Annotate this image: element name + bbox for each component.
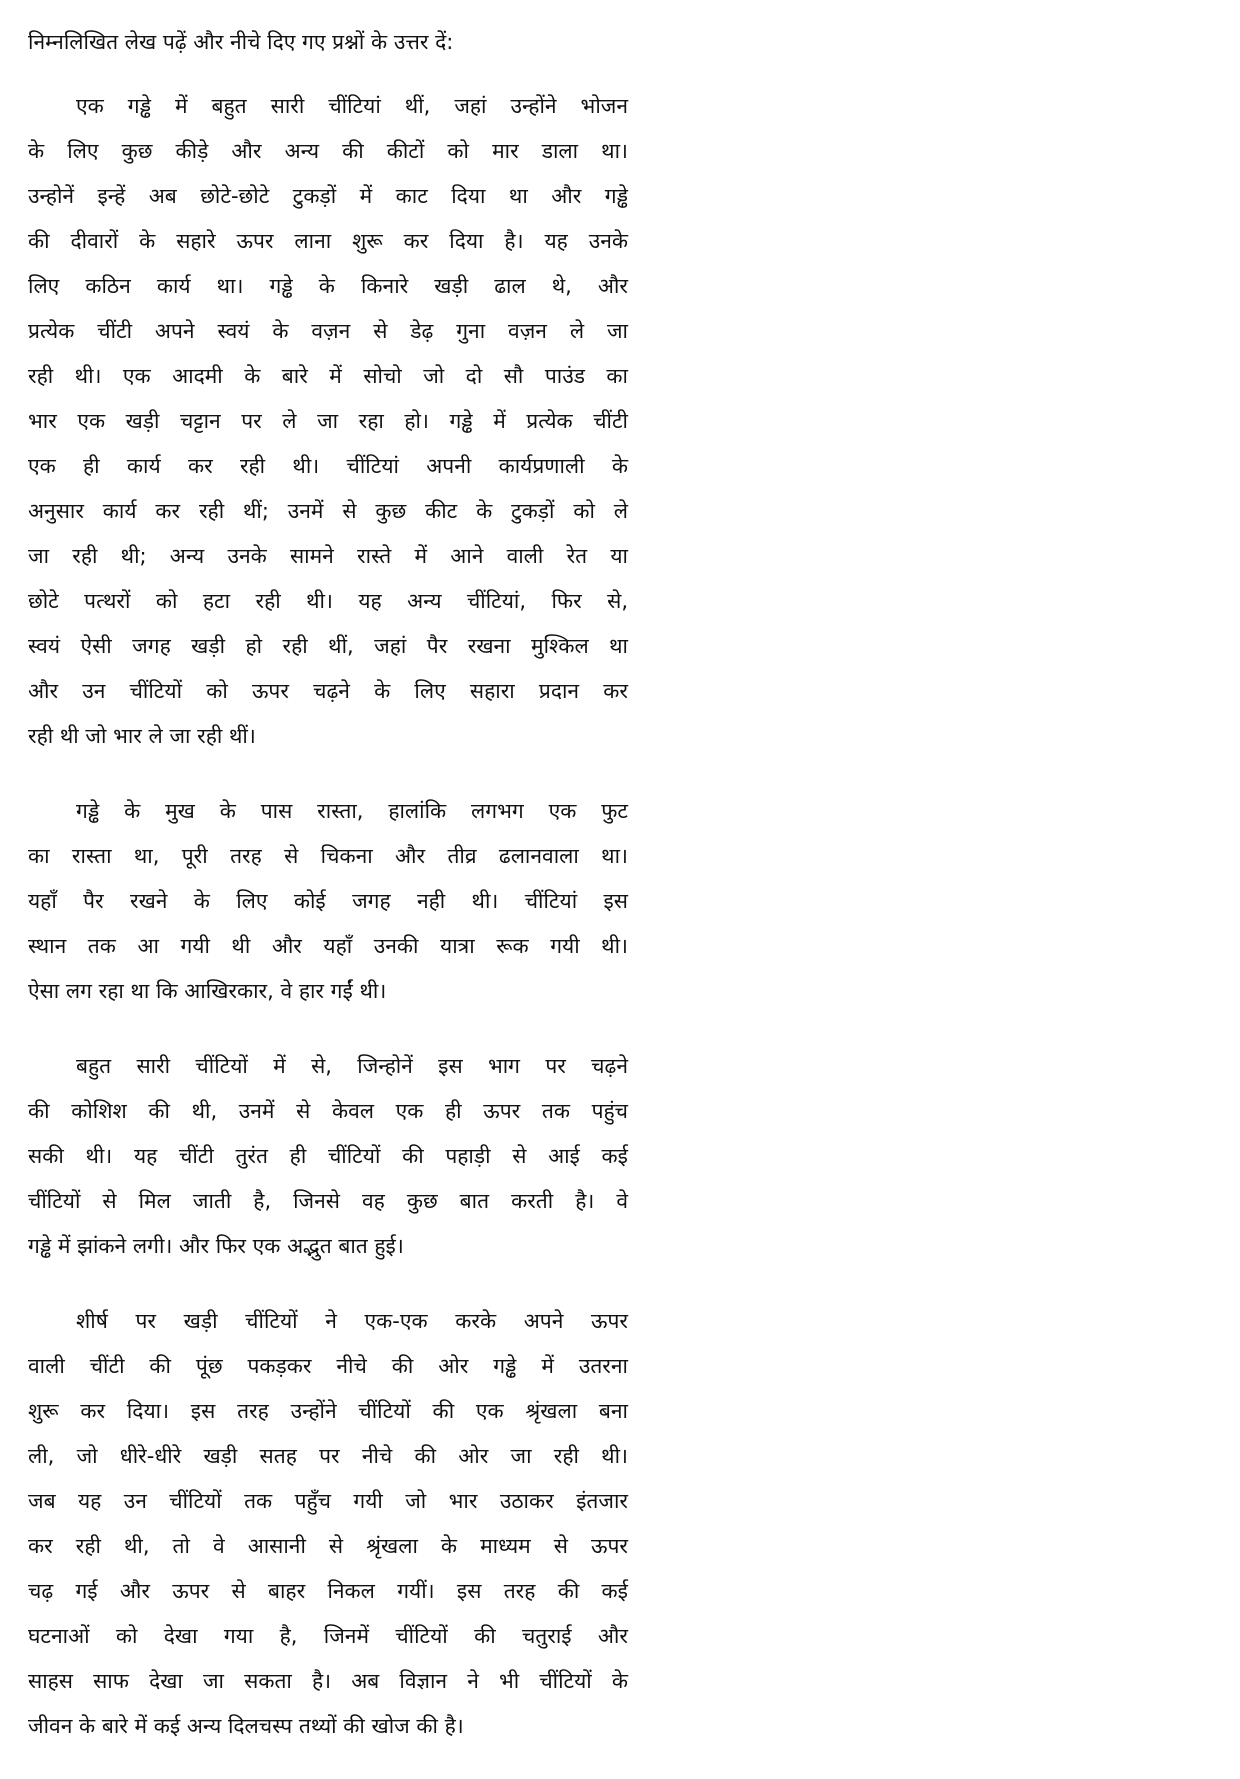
paragraph-line: रही थी। एक आदमी के बारे में सोचो जो दो सौ पाउंड का xyxy=(28,364,628,388)
paragraph-line: शीर्ष पर खड़ी चींटियों ने एक-एक करके अपने ऊपर xyxy=(76,1309,628,1333)
paragraph-line: लिए कठिन कार्य था। गड्ढे के किनारे खड़ी ढाल थे, और xyxy=(28,274,628,298)
paragraph-line: प्रत्येक चींटी अपने स्वयं के वज़न से डेढ़ गुना वज़न ले जा xyxy=(28,319,628,343)
paragraph-line: एक गड्ढे में बहुत सारी चींटियां थीं, जहां उन्होंने भोजन xyxy=(76,94,628,118)
paragraph-line: वाली चींटी की पूंछ पकड़कर नीचे की ओर गड्ढे में उतरना xyxy=(28,1354,628,1378)
paragraph-line: और उन चींटियों को ऊपर चढ़ने के लिए सहारा प्रदान कर xyxy=(28,679,628,703)
paragraph-line: रही थी जो भार ले जा रही थीं। xyxy=(28,724,256,748)
paragraph-line: गड्ढे के मुख के पास रास्ता, हालांकि लगभग एक फुट xyxy=(76,799,628,823)
paragraph-line: जीवन के बारे में कई अन्य दिलचस्प तथ्यों की खोज की है। xyxy=(28,1714,464,1738)
article-body xyxy=(28,84,628,1749)
paragraph-line: का रास्ता था, पूरी तरह से चिकना और तीव्र ढलानवाला था। xyxy=(28,844,628,868)
paragraph-line: ली, जो धीरे-धीरे खड़ी सतह पर नीचे की ओर जा रही थी। xyxy=(28,1444,628,1468)
paragraph-line: छोटे पत्थरों को हटा रही थी। यह अन्य चींटियां, फिर से, xyxy=(28,589,628,613)
paragraph-line: भार एक खड़ी चट्टान पर ले जा रहा हो। गड्ढे में प्रत्येक चींटी xyxy=(28,409,628,433)
paragraph-line: कर रही थी, तो वे आसानी से श्रृंखला के माध्यम से ऊपर xyxy=(28,1534,628,1558)
paragraph-line: चींटियों से मिल जाती है, जिनसे वह कुछ बात करती है। वे xyxy=(28,1189,628,1213)
paragraph-line: स्वयं ऐसी जगह खड़ी हो रही थीं, जहां पैर रखना मुश्किल था xyxy=(28,634,628,658)
paragraph-line: उन्होनें इन्हें अब छोटे-छोटे टुकड़ों में काट दिया था और गड्ढे xyxy=(28,184,628,208)
paragraph-line: के लिए कुछ कीड़े और अन्य की कीटों को मार डाला था। xyxy=(28,139,628,163)
article-paragraph xyxy=(28,1044,628,1269)
paragraph-line: जब यह उन चींटियों तक पहुँच गयी जो भार उठाकर इंतजार xyxy=(28,1489,628,1513)
article-paragraph xyxy=(28,789,628,1014)
paragraph-line: स्थान तक आ गयी थी और यहाँ उनकी यात्रा रूक गयी थी। xyxy=(28,934,628,958)
paragraph-line: साहस साफ देखा जा सकता है। अब विज्ञान ने भी चींटियों के xyxy=(28,1669,628,1693)
paragraph-line: यहाँ पैर रखने के लिए कोई जगह नही थी। चींटियां इस xyxy=(28,889,628,913)
paragraph-line: अनुसार कार्य कर रही थीं; उनमें से कुछ कीट के टुकड़ों को ले xyxy=(28,499,628,523)
paragraph-line: जा रही थी; अन्य उनके सामने रास्ते में आने वाली रेत या xyxy=(28,544,628,568)
paragraph-line: गड्ढे में झांकने लगी। और फिर एक अद्भुत बात हुई। xyxy=(28,1234,404,1258)
paragraph-line: की कोशिश की थी, उनमें से केवल एक ही ऊपर तक पहुंच xyxy=(28,1099,628,1123)
instruction-text: निम्नलिखित लेख पढ़ें और नीचे दिए गए प्रश्नों के उत्तर दें: xyxy=(28,30,454,54)
paragraph-line: सकी थी। यह चींटी तुरंत ही चींटियों की पहाड़ी से आई कई xyxy=(28,1144,628,1168)
paragraph-line: ऐसा लग रहा था कि आखिरकार, वे हार गईं थी। xyxy=(28,979,387,1003)
paragraph-line: शुरू कर दिया। इस तरह उन्होंने चींटियों की एक श्रृंखला बना xyxy=(28,1399,628,1423)
article-paragraph xyxy=(28,1299,628,1749)
document-page xyxy=(28,22,628,1779)
paragraph-line: घटनाओं को देखा गया है, जिनमें चींटियों की चतुराई और xyxy=(28,1624,628,1648)
paragraph-line: बहुत सारी चींटियों में से, जिन्होनें इस भाग पर चढ़ने xyxy=(76,1054,628,1078)
paragraph-line: एक ही कार्य कर रही थी। चींटियां अपनी कार्यप्रणाली के xyxy=(28,454,628,478)
paragraph-line: चढ़ गई और ऊपर से बाहर निकल गयीं। इस तरह की कई xyxy=(28,1579,628,1603)
article-paragraph xyxy=(28,84,628,759)
paragraph-line: की दीवारों के सहारे ऊपर लाना शुरू कर दिया है। यह उनके xyxy=(28,229,628,253)
